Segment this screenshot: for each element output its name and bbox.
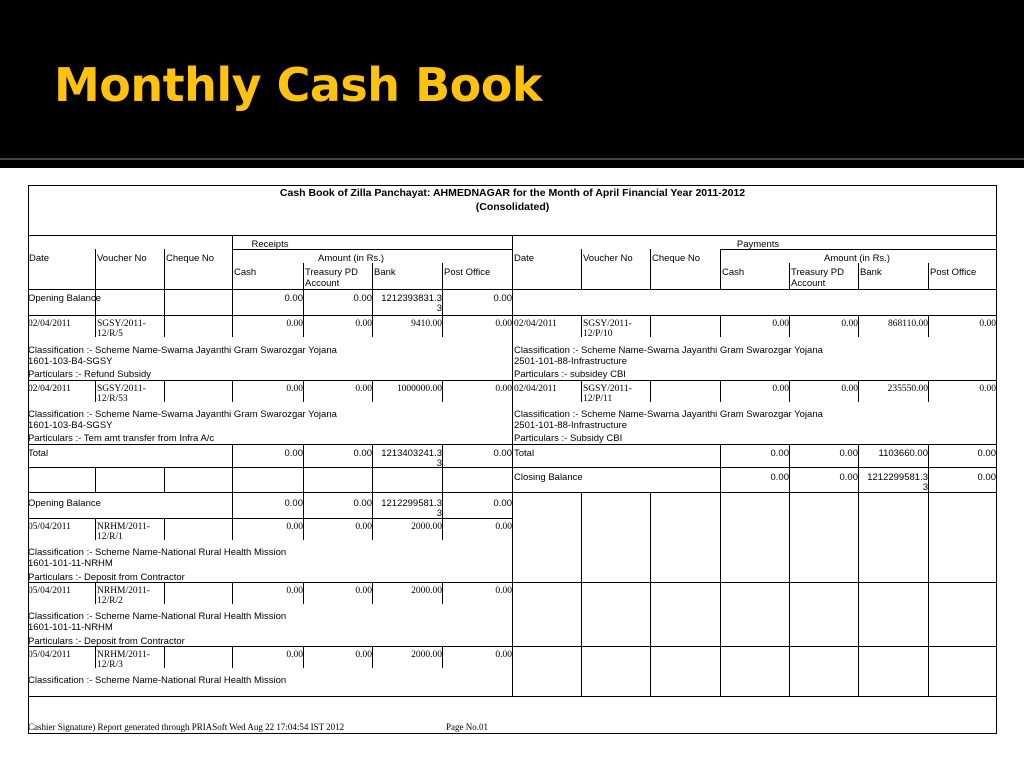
rule bbox=[164, 582, 165, 604]
total-cash: 0.00 bbox=[770, 448, 789, 459]
report-title: Cash Book of Zilla Panchayat: AHMEDNAGAR for the Month of April Financial Year 2011-2012 bbox=[279, 187, 746, 199]
col-treasury: Treasury PD bbox=[791, 267, 844, 278]
entry-bank: 235550.00 bbox=[887, 384, 928, 394]
opening-cash: 0.00 bbox=[284, 498, 303, 509]
opening-treasury: 0.00 bbox=[353, 498, 372, 509]
rule bbox=[650, 380, 651, 402]
rule bbox=[581, 315, 582, 337]
entry-classification: Classification :- Scheme Name-National Rural Health Mission bbox=[28, 547, 287, 558]
rule bbox=[95, 249, 96, 315]
entry-date: 02/04/2011 bbox=[28, 319, 71, 329]
entry-cash: 0.00 bbox=[286, 650, 303, 660]
rule bbox=[858, 492, 859, 696]
closing-bank: 1212299581.3 bbox=[867, 472, 928, 483]
entry-head: 1601-101-11-NRHM bbox=[28, 622, 113, 633]
entry-treasury: 0.00 bbox=[355, 319, 372, 329]
rule bbox=[164, 646, 165, 668]
entry-bank: 2000.00 bbox=[411, 586, 442, 596]
report-footer: Cashier Signature) Report generated through PRIASoft Wed Aug 22 17:04:54 IST 2012 bbox=[28, 722, 345, 732]
rule bbox=[164, 249, 165, 315]
entry-voucher-2: 12/P/11 bbox=[583, 394, 613, 404]
entry-treasury: 0.00 bbox=[841, 384, 858, 394]
entry-classification: Classification :- Scheme Name-National Rural Health Mission bbox=[28, 675, 287, 686]
total-post: 0.00 bbox=[493, 448, 512, 459]
rule bbox=[95, 467, 96, 492]
entry-date: 05/04/2011 bbox=[28, 650, 71, 660]
entry-treasury: 0.00 bbox=[355, 586, 372, 596]
opening-bank: 1212299581.3 bbox=[381, 498, 442, 509]
col-amount: Amount (in Rs.) bbox=[824, 253, 890, 264]
frame-top bbox=[28, 185, 997, 186]
entry-date: 02/04/2011 bbox=[28, 384, 71, 394]
entry-voucher: NRHM/2011- bbox=[97, 650, 150, 660]
entry-voucher: SGSY/2011- bbox=[97, 384, 146, 394]
entry-date: 02/04/2011 bbox=[514, 384, 557, 394]
col-voucher: Voucher No bbox=[583, 253, 633, 264]
rule bbox=[164, 380, 165, 402]
entry-bank: 1000000.00 bbox=[396, 384, 442, 394]
entry-head: 1601-103-B4-SGSY bbox=[28, 420, 113, 431]
entry-classification: Classification :- Scheme Name-Swarna Jayanthi Gram Swarozgar Yojana bbox=[514, 409, 823, 420]
rule bbox=[95, 518, 96, 540]
rule bbox=[95, 582, 96, 604]
col-treasury-2: Account bbox=[305, 278, 340, 289]
entry-cash: 0.00 bbox=[772, 384, 789, 394]
entry-date: 05/04/2011 bbox=[28, 586, 71, 596]
entry-voucher: SGSY/2011- bbox=[97, 319, 146, 329]
closing-post: 0.00 bbox=[977, 472, 996, 483]
entry-head: 1601-103-B4-SGSY bbox=[28, 356, 113, 367]
rule bbox=[95, 315, 96, 337]
entry-post: 0.00 bbox=[495, 384, 512, 394]
entry-voucher-2: 12/R/5 bbox=[97, 329, 123, 339]
opening-bank-cont: 3 bbox=[436, 303, 442, 314]
col-post-office: Post Office bbox=[930, 267, 977, 278]
rule bbox=[164, 467, 165, 492]
divider-receipts-payments bbox=[512, 235, 513, 696]
total-label: Total bbox=[28, 448, 49, 459]
entry-voucher-2: 12/R/3 bbox=[97, 660, 123, 670]
col-cash: Cash bbox=[722, 267, 745, 278]
rule bbox=[28, 696, 997, 697]
receipts-heading: Receipts bbox=[251, 239, 289, 250]
entry-treasury: 0.00 bbox=[355, 522, 372, 532]
entry-particulars: Particulars :- Refund Subsidy bbox=[28, 369, 152, 380]
entry-post: 0.00 bbox=[495, 522, 512, 532]
entry-head: 2501-101-88-Infrastructure bbox=[514, 420, 628, 431]
entry-post: 0.00 bbox=[979, 384, 996, 394]
entry-bank: 9410.00 bbox=[411, 319, 442, 329]
col-date: Date bbox=[514, 253, 535, 264]
opening-balance-label: Opening Balance bbox=[28, 293, 101, 304]
entry-post: 0.00 bbox=[495, 319, 512, 329]
total-post: 0.00 bbox=[977, 448, 996, 459]
rule bbox=[789, 263, 790, 289]
entry-date: 02/04/2011 bbox=[514, 319, 557, 329]
rule bbox=[650, 249, 651, 289]
entry-particulars: Particulars :- Subsidy CBI bbox=[514, 433, 623, 444]
rule bbox=[581, 492, 582, 696]
total-label: Total bbox=[514, 448, 535, 459]
total-treasury: 0.00 bbox=[353, 448, 372, 459]
rule bbox=[720, 492, 721, 696]
report-subtitle: (Consolidated) bbox=[475, 201, 550, 213]
rule bbox=[581, 249, 582, 289]
col-post-office: Post Office bbox=[444, 267, 491, 278]
frame-right bbox=[996, 185, 997, 733]
rule bbox=[164, 518, 165, 540]
entry-voucher: NRHM/2011- bbox=[97, 586, 150, 596]
entry-bank: 2000.00 bbox=[411, 650, 442, 660]
col-cash: Cash bbox=[234, 267, 257, 278]
entry-particulars: Particulars :- subsidey CBI bbox=[514, 369, 626, 380]
rule bbox=[164, 315, 165, 337]
entry-cash: 0.00 bbox=[286, 384, 303, 394]
entry-treasury: 0.00 bbox=[355, 650, 372, 660]
opening-balance-label: Opening Balance bbox=[28, 498, 101, 509]
entry-bank: 868110.00 bbox=[887, 319, 928, 329]
rule bbox=[928, 492, 929, 696]
closing-treasury: 0.00 bbox=[839, 472, 858, 483]
entry-treasury: 0.00 bbox=[355, 384, 372, 394]
entry-post: 0.00 bbox=[495, 586, 512, 596]
slide-title: Monthly Cash Book bbox=[54, 58, 542, 112]
col-bank: Bank bbox=[860, 267, 882, 278]
opening-cash: 0.00 bbox=[284, 293, 303, 304]
col-cheque: Cheque No bbox=[652, 253, 701, 264]
closing-bank-cont: 3 bbox=[922, 482, 928, 493]
entry-classification: Classification :- Scheme Name-Swarna Jayanthi Gram Swarozgar Yojana bbox=[514, 345, 823, 356]
entry-particulars: Particulars :- Tem amt transfer from Infra A/c bbox=[28, 433, 215, 444]
entry-date: 05/04/2011 bbox=[28, 522, 71, 532]
entry-voucher-2: 12/R/2 bbox=[97, 596, 123, 606]
entry-bank: 2000.00 bbox=[411, 522, 442, 532]
entry-head: 2501-101-88-Infrastructure bbox=[514, 356, 628, 367]
rule bbox=[650, 315, 651, 337]
total-bank: 1103660.00 bbox=[878, 448, 928, 459]
col-treasury: Treasury PD bbox=[305, 267, 358, 278]
frame-bottom bbox=[28, 733, 997, 734]
entry-voucher: SGSY/2011- bbox=[583, 384, 632, 394]
entry-post: 0.00 bbox=[979, 319, 996, 329]
entry-cash: 0.00 bbox=[286, 586, 303, 596]
entry-classification: Classification :- Scheme Name-Swarna Jayanthi Gram Swarozgar Yojana bbox=[28, 345, 337, 356]
opening-treasury: 0.00 bbox=[353, 293, 372, 304]
entry-particulars: Particulars :- Deposit from Contractor bbox=[28, 636, 185, 647]
rule bbox=[858, 263, 859, 289]
entry-cash: 0.00 bbox=[286, 522, 303, 532]
rule bbox=[789, 492, 790, 696]
rule bbox=[95, 380, 96, 402]
entry-cash: 0.00 bbox=[772, 319, 789, 329]
opening-bank-cont: 3 bbox=[436, 508, 442, 519]
opening-post: 0.00 bbox=[493, 293, 512, 304]
entry-voucher-2: 12/R/53 bbox=[97, 394, 128, 404]
entry-treasury: 0.00 bbox=[841, 319, 858, 329]
rule bbox=[928, 263, 929, 289]
total-bank-cont: 3 bbox=[436, 458, 442, 469]
entry-voucher: SGSY/2011- bbox=[583, 319, 632, 329]
opening-post: 0.00 bbox=[493, 498, 512, 509]
entry-voucher-2: 12/P/10 bbox=[583, 329, 613, 339]
col-bank: Bank bbox=[374, 267, 396, 278]
slide-header bbox=[0, 0, 1024, 160]
opening-bank: 1212393831.3 bbox=[381, 293, 442, 304]
total-cash: 0.00 bbox=[284, 448, 303, 459]
rule bbox=[720, 249, 721, 289]
entry-voucher: NRHM/2011- bbox=[97, 522, 150, 532]
col-treasury-2: Account bbox=[791, 278, 826, 289]
payments-heading: Payments bbox=[736, 239, 780, 250]
rule bbox=[95, 646, 96, 668]
col-voucher: Voucher No bbox=[97, 253, 147, 264]
rule bbox=[581, 380, 582, 402]
entry-particulars: Particulars :- Deposit from Contractor bbox=[28, 572, 185, 583]
page-number: Page No.01 bbox=[446, 722, 488, 732]
closing-cash: 0.00 bbox=[770, 472, 789, 483]
col-cheque: Cheque No bbox=[166, 253, 215, 264]
total-bank: 1213403241.3 bbox=[381, 448, 442, 459]
col-amount: Amount (in Rs.) bbox=[318, 253, 384, 264]
entry-voucher-2: 12/R/1 bbox=[97, 532, 123, 542]
entry-classification: Classification :- Scheme Name-National Rural Health Mission bbox=[28, 611, 287, 622]
entry-classification: Classification :- Scheme Name-Swarna Jayanthi Gram Swarozgar Yojana bbox=[28, 409, 337, 420]
entry-head: 1601-101-11-NRHM bbox=[28, 558, 113, 569]
entry-cash: 0.00 bbox=[286, 319, 303, 329]
cash-book-document bbox=[0, 168, 1024, 768]
closing-balance-label: Closing Balance bbox=[514, 472, 583, 483]
rule bbox=[650, 492, 651, 696]
col-date: Date bbox=[29, 253, 50, 264]
total-treasury: 0.00 bbox=[839, 448, 858, 459]
entry-post: 0.00 bbox=[495, 650, 512, 660]
